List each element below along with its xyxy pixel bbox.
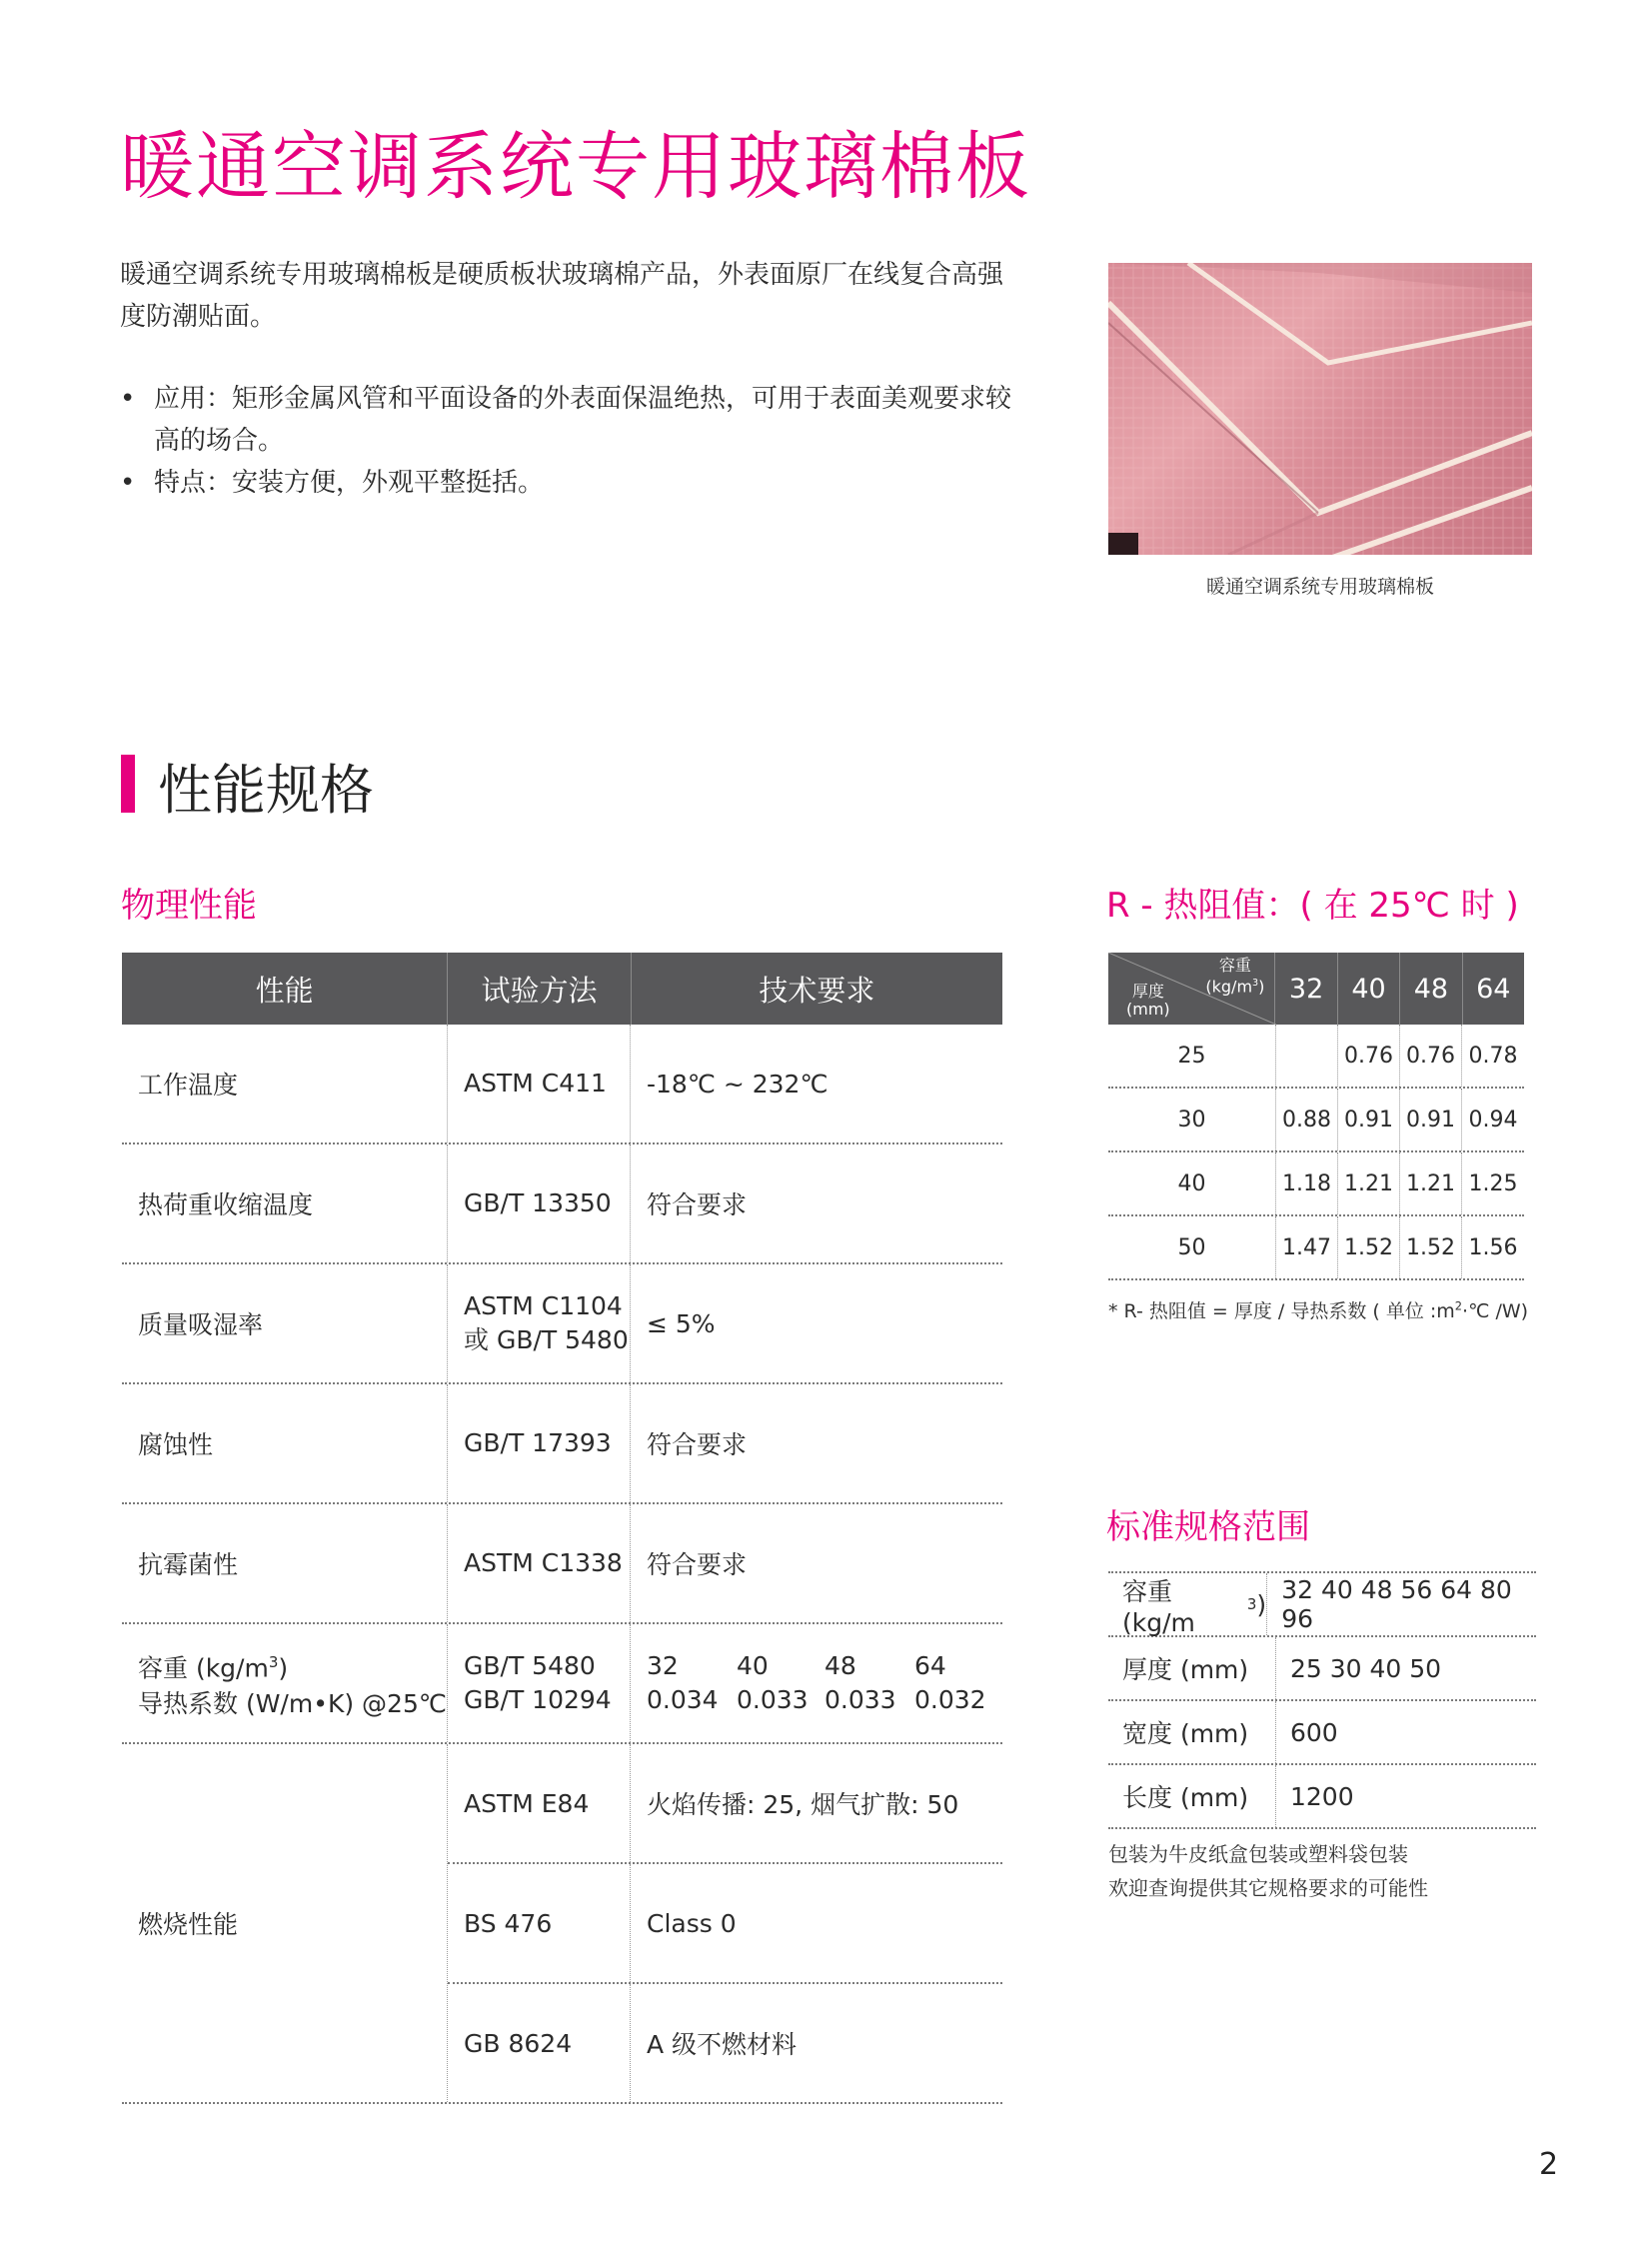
- density-value: 32: [647, 1651, 679, 1680]
- bullet-icon: •: [120, 468, 136, 498]
- requirement-cell: 火焰传播: 25, 烟气扩散: 50: [647, 1790, 959, 1819]
- spec-notes: 包装为牛皮纸盒包装或塑料袋包装 欢迎查询提供其它规格要求的可能性: [1108, 1842, 1428, 1900]
- page-number: 2: [1539, 2147, 1559, 2182]
- method-cell: BS 476: [448, 1864, 631, 1982]
- conductivity-value: 0.033: [825, 1685, 896, 1714]
- table-row: [1108, 1637, 1536, 1701]
- table-row-density: [122, 1624, 1002, 1744]
- table-row: [1108, 1152, 1524, 1216]
- physical-title: 物理性能: [121, 886, 257, 926]
- rvalue-cell: 1.18: [1276, 1152, 1338, 1214]
- table-header: [122, 953, 1002, 1025]
- density-value: 48: [825, 1651, 856, 1680]
- spec-key: 厚度 (mm): [1108, 1637, 1276, 1699]
- section-title: 性能规格: [158, 759, 374, 822]
- table-row: [1108, 1701, 1536, 1765]
- requirement-cell: [631, 1624, 1002, 1742]
- header-cell: 48: [1400, 953, 1462, 1025]
- header-cell: 试验方法: [448, 953, 632, 1025]
- spec-key: 宽度 (mm): [1108, 1701, 1276, 1763]
- method-cell: ASTM C1104 或 GB/T 5480: [448, 1264, 631, 1382]
- requirement-cell: 符合要求: [647, 1190, 748, 1219]
- spec-value: 25 30 40 50: [1290, 1653, 1442, 1683]
- table-row-fire: [122, 1744, 1002, 2104]
- spec-value: 32 40 48 56 64 80 96: [1281, 1575, 1512, 1633]
- thickness-cell: 50: [1108, 1216, 1276, 1278]
- bullet-icon: •: [120, 384, 136, 414]
- thickness-cell: 30: [1108, 1089, 1276, 1150]
- table-row: [1108, 1216, 1524, 1280]
- table-row: [122, 1504, 1002, 1624]
- rvalue-cell: 0.91: [1338, 1089, 1400, 1150]
- spec-value: 600: [1290, 1717, 1338, 1747]
- requirement-cell: ≤ 5%: [647, 1308, 716, 1338]
- spec-range-title: 标准规格范围: [1106, 1507, 1310, 1547]
- physical-table: [122, 953, 1002, 2104]
- conductivity-value: 0.034: [647, 1685, 719, 1714]
- feature-list: [120, 378, 1019, 504]
- rvalue-cell: 0.78: [1468, 1043, 1518, 1069]
- table-row: [1108, 1089, 1524, 1152]
- rvalue-cell: 1.52: [1338, 1216, 1400, 1278]
- image-caption: 暖通空调系统专用玻璃棉板: [1205, 576, 1434, 598]
- fire-subrow: [448, 1744, 1002, 1864]
- requirement-cell: 符合要求: [647, 1430, 748, 1459]
- fire-subrow: [448, 1864, 1002, 1984]
- property-cell: 质量吸湿率: [122, 1264, 448, 1382]
- header-cell: 64: [1476, 973, 1511, 1005]
- requirement-cell: Class 0: [647, 1908, 737, 1938]
- rvalue-cell: 1.47: [1276, 1216, 1338, 1278]
- rvalue-cell: 0.91: [1400, 1089, 1462, 1150]
- requirement-cell: A 级不燃材料: [647, 2030, 798, 2059]
- header-cell: 技术要求: [759, 973, 875, 1008]
- rvalue-cell: 1.25: [1468, 1170, 1518, 1196]
- header-cell: 32: [1275, 953, 1337, 1025]
- page-title: 暖通空调系统专用玻璃棉板: [120, 124, 1031, 210]
- property-cell: 抗霉菌性: [122, 1504, 448, 1622]
- method-cell: GB/T 5480 GB/T 10294: [448, 1624, 631, 1742]
- rvalue-cell: 1.21: [1338, 1152, 1400, 1214]
- spec-range-table: [1108, 1571, 1536, 1829]
- table-row: [122, 1025, 1002, 1144]
- requirement-cell: -18℃ ~ 232℃: [647, 1069, 828, 1099]
- rvalue-title: R - 热阻值：( 在 25℃ 时 ): [1106, 886, 1519, 926]
- intro-paragraph: 暖通空调系统专用玻璃棉板是硬质板状玻璃棉产品，外表面原厂在线复合高强度防潮贴面。: [120, 260, 1004, 332]
- property-cell: 腐蚀性: [122, 1384, 448, 1502]
- method-cell: GB 8624: [448, 1984, 631, 2102]
- list-item: • 应用：矩形金属风管和平面设备的外表面保温绝热，可用于表面美观要求较高的场合。: [120, 378, 1019, 462]
- section-accent-bar: [121, 755, 135, 813]
- header-cell: 40: [1338, 953, 1400, 1025]
- table-row: [122, 1384, 1002, 1504]
- corner-header-cell: 容重 $(kg/m^3)$ 厚度 (mm): [1108, 953, 1275, 1025]
- property-cell: 燃烧性能: [122, 1744, 448, 2102]
- thickness-cell: 25: [1108, 1025, 1276, 1087]
- spec-value: 1200: [1290, 1781, 1354, 1811]
- method-cell: ASTM C1338: [448, 1504, 631, 1622]
- conductivity-value: 0.033: [737, 1685, 809, 1714]
- method-cell: GB/T 13350: [448, 1144, 631, 1262]
- rvalue-note: * R- 热阻值 = 厚度 / 导热系数 ( 单位 $:m^2\cdot℃$ /W): [1108, 1298, 1529, 1322]
- table-header: [1108, 953, 1524, 1025]
- rvalue-cell: 0.76: [1338, 1025, 1400, 1087]
- spec-key: 容重 (kg/m 3 ): [1108, 1573, 1267, 1635]
- requirement-cell: 符合要求: [647, 1550, 748, 1579]
- table-row: [122, 1144, 1002, 1264]
- table-row: [1108, 1765, 1536, 1829]
- rvalue-cell: [1276, 1025, 1338, 1087]
- density-value: 40: [737, 1651, 769, 1680]
- rvalue-cell: 0.88: [1276, 1089, 1338, 1150]
- rvalue-cell: 1.56: [1468, 1234, 1518, 1260]
- product-image: [1108, 263, 1532, 555]
- property-cell: 热荷重收缩温度: [122, 1144, 448, 1262]
- header-cell: 性能: [122, 953, 448, 1025]
- rvalue-table: [1108, 953, 1524, 1280]
- thickness-cell: 40: [1108, 1152, 1276, 1214]
- method-cell: GB/T 17393: [448, 1384, 631, 1502]
- table-row: [1108, 1573, 1536, 1637]
- conductivity-value: 0.032: [914, 1685, 986, 1714]
- table-row: [1108, 1025, 1524, 1089]
- property-cell: 容重 $(kg/m^3)$ 导热系数 (W/m•K) @25℃: [122, 1624, 448, 1742]
- table-row: [122, 1264, 1002, 1384]
- rvalue-cell: 1.52: [1400, 1216, 1462, 1278]
- rvalue-cell: 1.21: [1400, 1152, 1462, 1214]
- list-item: • 特点：安装方便，外观平整挺括。: [120, 462, 1019, 504]
- density-value: 64: [914, 1651, 946, 1680]
- method-cell: ASTM E84: [448, 1744, 631, 1862]
- rvalue-cell: 0.76: [1400, 1025, 1462, 1087]
- fire-subrow: [448, 1984, 1002, 2102]
- method-cell: ASTM C411: [448, 1025, 631, 1142]
- spec-key: 长度 (mm): [1108, 1765, 1276, 1827]
- rvalue-cell: 0.94: [1468, 1107, 1518, 1132]
- property-cell: 工作温度: [122, 1025, 448, 1142]
